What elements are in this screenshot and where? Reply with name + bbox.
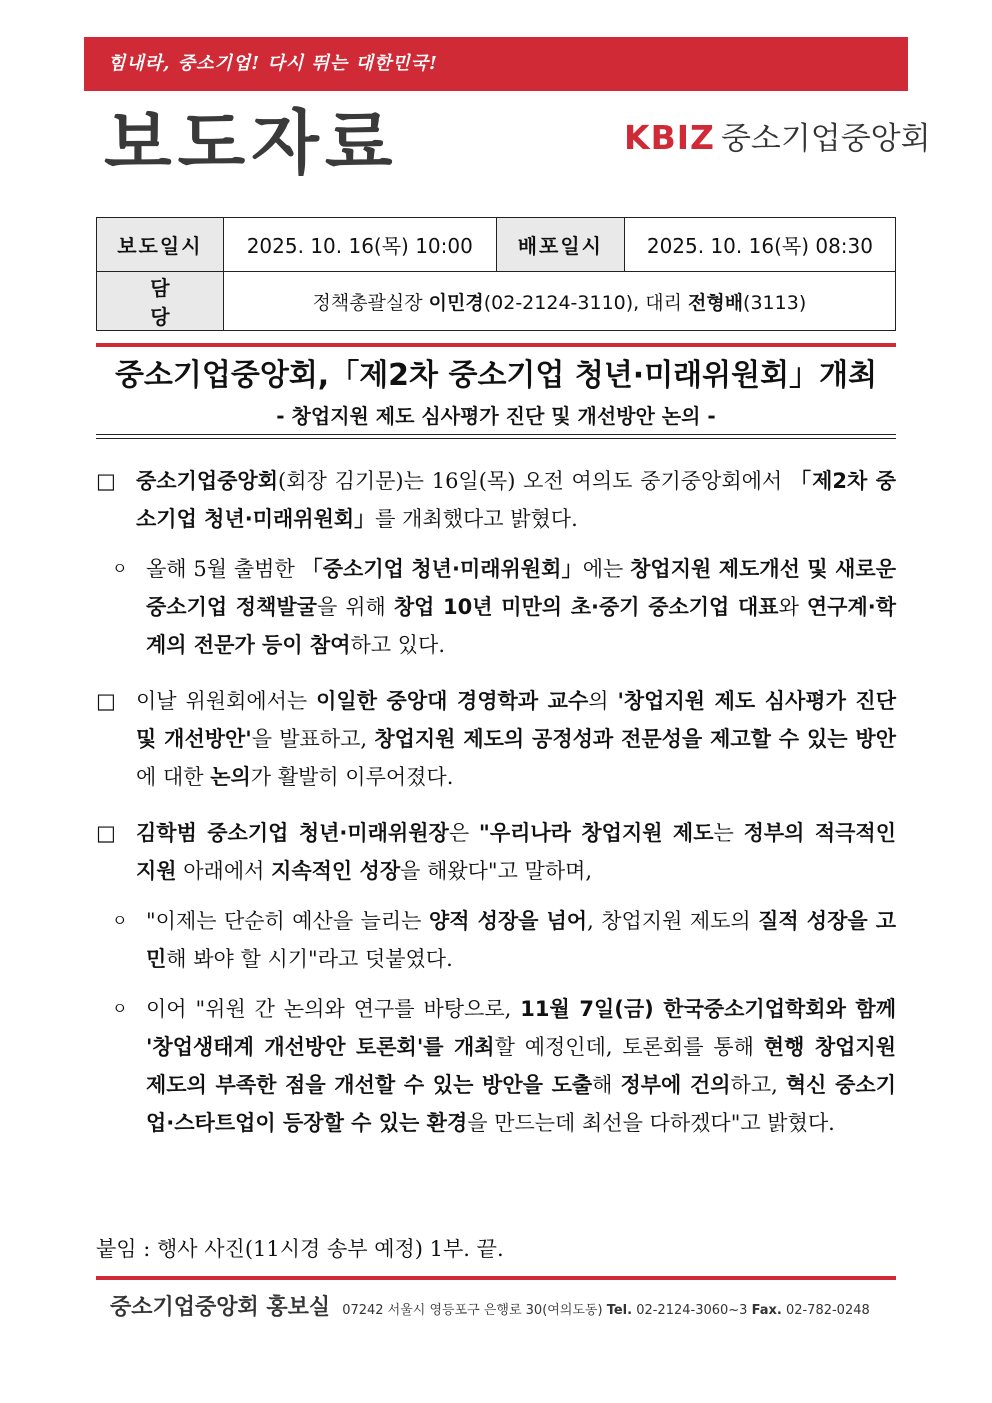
p4-bold-2: "우리나라 창업지원 제도 xyxy=(478,821,714,845)
p6-bold-1: 11월 7일(금) 한국중소기업학회와 함께 '창업생태계 개선방안 토론회'를 개최 xyxy=(146,997,896,1059)
p5-text-2: , 창업지원 제도의 xyxy=(587,909,759,933)
p2-bold-2: 창업지원 제도개선 및 새로운 중소기업 정책발굴 xyxy=(146,557,897,619)
footer-tel: 02-2124-3060~3 xyxy=(632,1303,752,1318)
distribute-date-value: 2025. 10. 16(목) 08:30 xyxy=(624,218,895,272)
p4-text-1: 은 xyxy=(448,821,479,845)
p3-bold-4: 논의 xyxy=(210,765,251,789)
p6-text-1: 이어 "위원 간 논의와 연구를 바탕으로, xyxy=(146,997,521,1021)
footer-address: 07242 서울시 영등포구 은행로 30(여의도동) xyxy=(342,1303,607,1318)
p4-text-2: 는 xyxy=(713,821,744,845)
square-bullet: □ xyxy=(96,469,116,493)
page-title: 보도자료 xyxy=(104,102,399,184)
p1-bold-1: 중소기업중앙회 xyxy=(136,469,279,493)
paragraph-3 xyxy=(96,682,896,796)
contact-mid: (02-2124-3110), 대리 xyxy=(483,291,688,314)
contact-name-2: 전형배 xyxy=(687,291,744,314)
paragraph-1 xyxy=(96,462,896,538)
p3-bold-3: 창업지원 제도의 공정성과 전문성을 제고할 수 있는 방안 xyxy=(374,727,896,751)
p1-bold-2: 「제2차 중소기업 청년·미래위원회」 xyxy=(136,469,896,531)
p2-text-1: 올해 5월 출범한 xyxy=(146,557,302,581)
p6-text-3: 해 xyxy=(592,1073,621,1097)
distribute-date-label: 배포일시 xyxy=(496,218,624,272)
attachment-note: 붙임 : 행사 사진(11시경 송부 예정) 1부. 끝. xyxy=(96,1237,504,1261)
footer-department: 중소기업중앙회 홍보실 xyxy=(110,1295,331,1320)
p6-bold-3: 정부에 건의 xyxy=(620,1073,731,1097)
circle-bullet: ㅇ xyxy=(112,559,128,578)
paragraph-5 xyxy=(96,902,896,978)
footer-address-line xyxy=(342,1303,870,1318)
article-body xyxy=(96,462,896,1154)
kbiz-logo xyxy=(624,118,931,158)
p2-text-3: 을 위해 xyxy=(316,595,394,619)
p2-bold-3: 창업 10년 미만의 초·중기 중소기업 대표 xyxy=(393,595,779,619)
p1-text-1: (회장 김기문)는 16일(목) 오전 여의도 중기중앙회에서 xyxy=(278,469,790,493)
p4-bold-4: 지속적인 성장 xyxy=(271,859,401,883)
p4-text-3: 아래에서 xyxy=(176,859,272,883)
p2-bold-1: 「중소기업 청년·미래위원회」 xyxy=(301,557,583,581)
p3-text-4: 에 대한 xyxy=(136,765,211,789)
footer-fax: 02-782-0248 xyxy=(781,1303,870,1318)
p4-bold-1: 김학범 중소기업 청년·미래위원장 xyxy=(136,821,449,845)
logo-org-name: 중소기업중앙회 xyxy=(720,121,931,157)
p6-text-2: 할 예정인데, 토론회를 통해 xyxy=(494,1035,764,1059)
logo-mark: KBIZ xyxy=(624,118,715,157)
footer-fax-label: Fax. xyxy=(751,1303,782,1318)
p4-bold-3: 정부의 적극적인 지원 xyxy=(136,821,896,883)
release-info-table xyxy=(96,217,896,331)
p5-text-1: "이제는 단순히 예산을 늘리는 xyxy=(146,909,429,933)
p5-bold-1: 양적 성장을 넘어 xyxy=(428,909,588,933)
circle-bullet: ㅇ xyxy=(112,911,128,930)
headline-bottom-rule-1 xyxy=(96,434,896,435)
p3-bold-1: 이일한 중앙대 경영학과 교수 xyxy=(316,689,589,713)
contact-name-1: 이민경 xyxy=(428,291,484,314)
p3-text-3: 을 발표하고, xyxy=(251,727,375,751)
circle-bullet: ㅇ xyxy=(112,999,128,1018)
p2-text-5: 하고 있다. xyxy=(350,633,446,657)
square-bullet: □ xyxy=(96,821,116,845)
subheadline: - 창업지원 제도 심사평가 진단 및 개선방안 논의 - xyxy=(276,404,716,428)
contact-prefix: 정책총괄실장 xyxy=(312,291,429,314)
p2-bold-4: 연구계·학계의 전문가 등이 참여 xyxy=(146,595,896,657)
p3-text-5: 가 활발히 이루어졌다. xyxy=(250,765,454,789)
footer xyxy=(110,1290,870,1329)
slogan-banner xyxy=(84,37,908,91)
slogan-text: 힘내라, 중소기업! 다시 뛰는 대한민국! xyxy=(108,53,438,74)
footer-tel-label: Tel. xyxy=(606,1303,633,1318)
p2-text-4: 와 xyxy=(778,595,807,619)
paragraph-4 xyxy=(96,814,896,890)
contact-suffix: (3113) xyxy=(743,291,807,314)
contact-value xyxy=(223,272,895,331)
p5-text-3: 해 봐야 할 시기"라고 덧붙였다. xyxy=(166,947,453,971)
p5-bold-2: 질적 성장을 고민 xyxy=(146,909,897,971)
headline: 중소기업중앙회,「제2차 중소기업 청년·미래위원회」개최 xyxy=(114,358,878,393)
release-date-label: 보도일시 xyxy=(97,218,224,272)
p6-bold-2: 현행 창업지원 제도의 부족한 점을 개선할 수 있는 방안을 도출 xyxy=(146,1035,896,1097)
p6-bold-4: 혁신 중소기업·스타트업이 등장할 수 있는 환경 xyxy=(146,1073,896,1135)
paragraph-6 xyxy=(96,990,896,1142)
headline-bottom-rule-2 xyxy=(96,438,896,439)
square-bullet: □ xyxy=(96,689,116,713)
p6-text-5: 을 만드는데 최선을 다하겠다"고 밝혔다. xyxy=(467,1111,835,1135)
p3-text-1: 이날 위원회에서는 xyxy=(136,689,317,713)
p6-text-4: 하고, xyxy=(730,1073,786,1097)
paragraph-2 xyxy=(96,550,896,664)
p1-text-2: 를 개최했다고 밝혔다. xyxy=(375,507,578,531)
headline-top-rule xyxy=(96,343,896,347)
footer-rule xyxy=(96,1276,896,1280)
contact-label: 담당 xyxy=(97,272,224,331)
p2-text-2: 에는 xyxy=(582,557,631,581)
p3-text-2: 의 xyxy=(588,689,618,713)
p3-bold-2: '창업지원 제도 심사평가 진단 및 개선방안' xyxy=(136,689,897,751)
release-date-value: 2025. 10. 16(목) 10:00 xyxy=(223,218,496,272)
p4-text-4: 을 해왔다"고 말하며, xyxy=(400,859,593,883)
